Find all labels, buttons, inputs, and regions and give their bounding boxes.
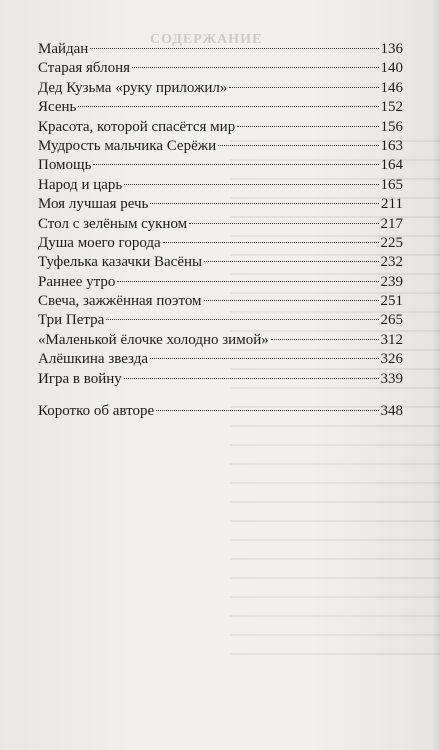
toc-entry: [38, 98, 403, 117]
toc-entry-page: 163: [380, 137, 403, 154]
dot-leader: [106, 318, 378, 320]
toc-entry-page: 217: [380, 215, 403, 232]
toc-entry-title: Коротко об авторе: [38, 403, 155, 420]
table-of-contents: [38, 40, 403, 421]
toc-entry-page: 251: [380, 293, 403, 310]
toc-entry: [38, 350, 403, 369]
toc-entry: [38, 215, 403, 234]
dot-leader: [132, 66, 378, 68]
toc-entry-page: 211: [381, 196, 403, 213]
toc-entry-page: 165: [380, 176, 403, 193]
toc-entry: [38, 370, 403, 389]
toc-entry: [38, 292, 403, 311]
toc-entry: [38, 253, 403, 272]
toc-entry: [38, 59, 403, 78]
toc-entry-page: 225: [380, 234, 403, 251]
toc-entry-about-author: [38, 402, 403, 421]
toc-entry-title: Алёшкина звезда: [38, 351, 148, 368]
dot-leader: [90, 47, 378, 49]
toc-entry: [38, 40, 403, 59]
toc-entry: [38, 156, 403, 175]
toc-entry-page: 348: [380, 403, 403, 420]
toc-entry-title: Три Петра: [38, 312, 105, 329]
toc-entry-page: 232: [380, 254, 403, 271]
toc-entry-title: Ясень: [38, 99, 77, 116]
toc-entry-title: Мудрость мальчика Серёжи: [38, 137, 217, 154]
toc-entry-page: 239: [380, 273, 403, 290]
toc-entry-title: Раннее утро: [38, 273, 116, 290]
toc-entry-title: Душа моего города: [38, 234, 161, 251]
toc-entry-page: 140: [380, 60, 403, 77]
dot-leader: [204, 299, 379, 301]
toc-entry-page: 156: [380, 118, 403, 135]
toc-entry-title: Моя лучшая речь: [38, 196, 149, 213]
toc-entry-title: Помощь: [38, 157, 92, 174]
dot-leader: [189, 222, 378, 224]
toc-entry-title: Майдан: [38, 41, 89, 57]
toc-entry: [38, 311, 403, 330]
page-heading: СОДЕРЖАНИЕ: [150, 32, 263, 47]
toc-entry-page: 152: [380, 99, 403, 116]
dot-leader: [204, 260, 378, 262]
toc-entry-title: Свеча, зажжённая поэтом: [38, 293, 202, 310]
dot-leader: [124, 377, 379, 379]
toc-entry: [38, 273, 403, 292]
toc-entry: [38, 234, 403, 253]
toc-entry: [38, 137, 403, 156]
dot-leader: [163, 241, 379, 243]
toc-entry-page: 312: [380, 331, 403, 348]
dot-leader: [150, 357, 379, 359]
toc-entry-page: 339: [380, 370, 403, 387]
dot-leader: [117, 280, 378, 282]
toc-entry-title: Народ и царь: [38, 176, 123, 193]
toc-entry-title: «Маленькой ёлочке холодно зимой»: [38, 331, 269, 348]
dot-leader: [78, 105, 378, 107]
dot-leader: [150, 202, 379, 204]
dot-leader: [237, 125, 378, 127]
section-gap: [38, 389, 403, 402]
toc-entry-page: 326: [380, 351, 403, 368]
dot-leader: [229, 86, 378, 88]
toc-entry: [38, 331, 403, 350]
toc-entry-title: Дед Кузьма «руку приложил»: [38, 79, 228, 96]
toc-entry-title: Игра в войну: [38, 370, 122, 387]
toc-entry-page: 164: [380, 157, 403, 174]
toc-entry: [38, 118, 403, 137]
toc-entry-title: Туфелька казачки Васёны: [38, 254, 203, 271]
toc-entry: [38, 79, 403, 98]
toc-entry-title: Старая яблоня: [38, 60, 131, 77]
toc-entry: [38, 195, 403, 214]
dot-leader: [93, 163, 378, 165]
toc-entry-title: Красота, которой спасётся мир: [38, 118, 236, 135]
dot-leader: [156, 409, 378, 411]
toc-entry-page: 265: [380, 312, 403, 329]
toc-entry-title: Стол с зелёным сукном: [38, 215, 188, 232]
dot-leader: [124, 183, 378, 185]
toc-entry-page: 146: [380, 79, 403, 96]
toc-entry: [38, 176, 403, 195]
dot-leader: [218, 144, 378, 146]
dot-leader: [271, 338, 379, 340]
toc-entry-page: 136: [380, 41, 403, 57]
